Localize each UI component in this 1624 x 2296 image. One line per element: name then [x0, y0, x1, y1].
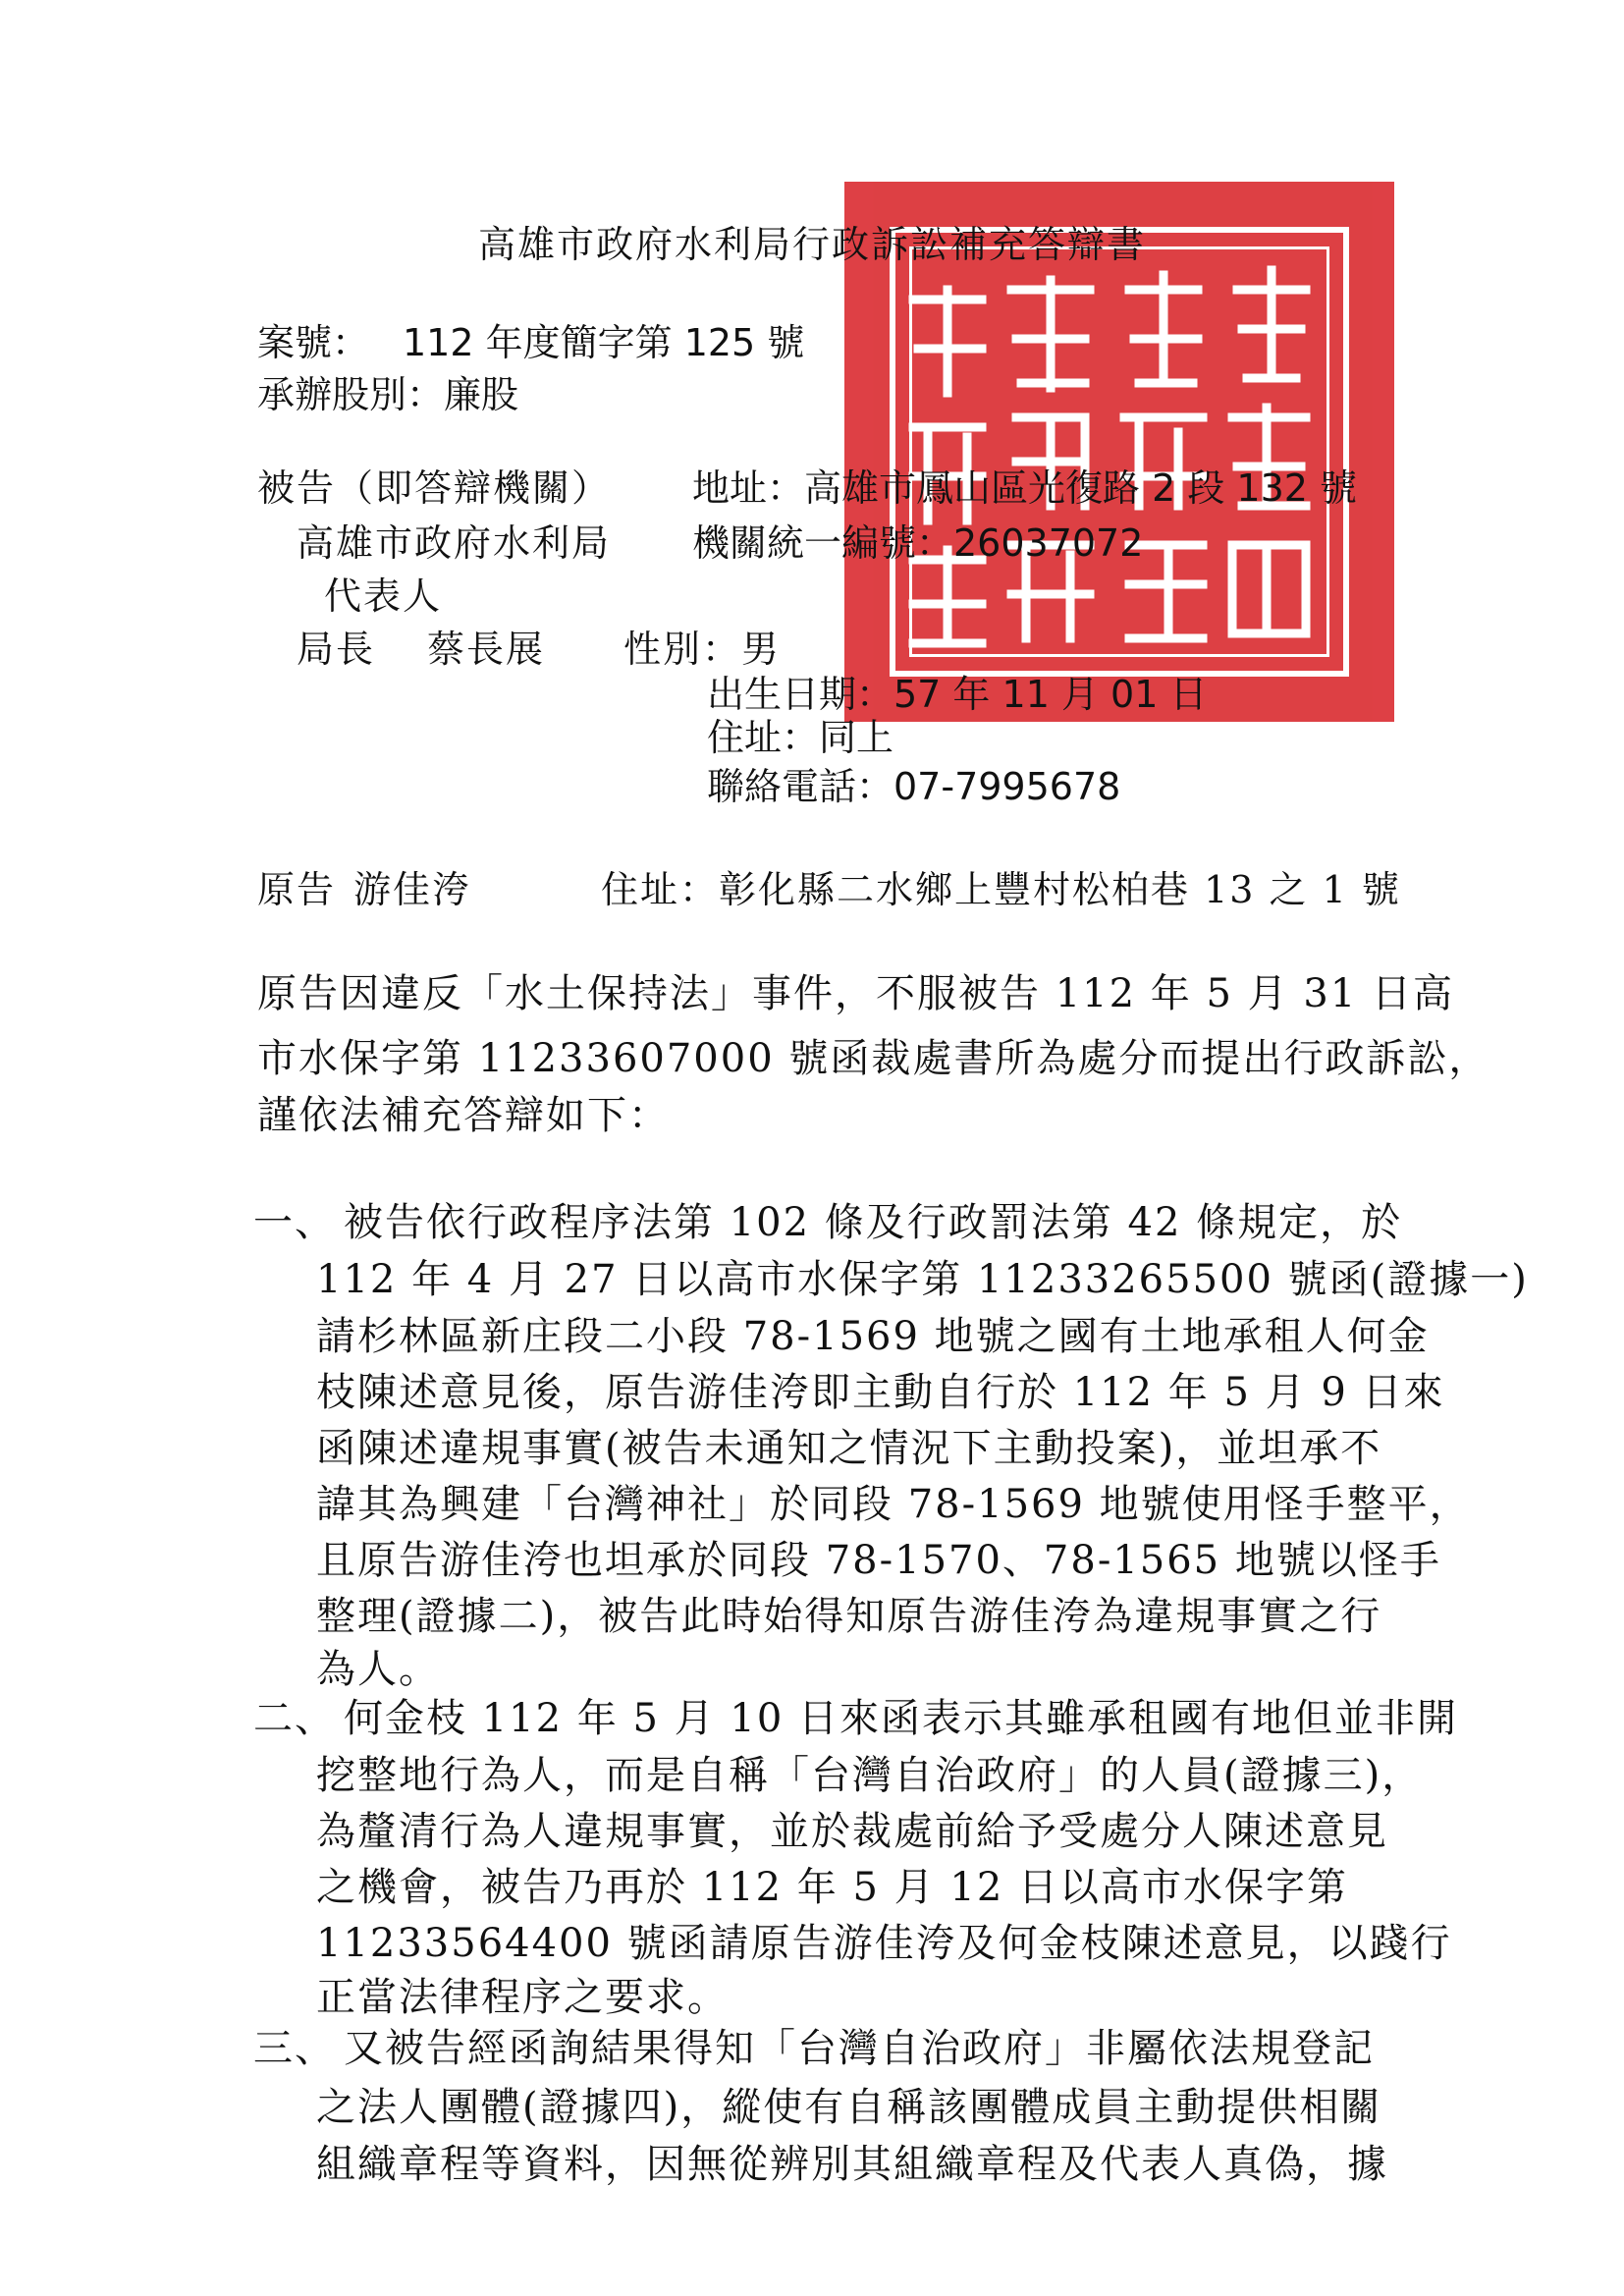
item-line: 之機會，被告乃再於 112 年 5 月 12 日以高市水保字第 — [316, 1865, 1348, 1910]
intro-line: 市水保字第 11233607000 號函裁處書所為處分而提出行政訴訟， — [257, 1036, 1490, 1081]
representative-name: 蔡長展 — [427, 628, 546, 671]
representative-title: 局長 — [297, 628, 376, 671]
item-line: 何金枝 112 年 5 月 10 日來函表示其雖承租國有地但並非開 — [344, 1696, 1458, 1741]
item-line: 請杉林區新庄段二小段 78-1569 地號之國有土地承租人何金 — [316, 1314, 1430, 1359]
division-value: 廉股 — [444, 373, 519, 416]
item-line: 挖整地行為人，而是自稱「台灣自治政府」的人員(證據三)， — [316, 1753, 1424, 1798]
representative-residence: 住址：同上 — [707, 716, 894, 759]
item-line: 且原告游佳洿也坦承於同段 78-1570、78-1565 地號以怪手 — [316, 1538, 1441, 1583]
plaintiff-address: 住址：彰化縣二水鄉上豐村松柏巷 13 之 1 號 — [601, 868, 1401, 911]
item-number: 三、 — [253, 2026, 336, 2071]
item-line: 又被告經函詢結果得知「台灣自治政府」非屬依法規登記 — [344, 2026, 1375, 2071]
item-line: 之法人團體(證據四)，縱使有自稱該團體成員主動提供相關 — [316, 2085, 1382, 2130]
representative-gender: 性別：男 — [623, 628, 782, 671]
case-label: 案號： — [257, 321, 370, 364]
intro-line: 謹依法補充答辯如下： — [257, 1093, 670, 1138]
item-number: 一、 — [253, 1200, 336, 1245]
defendant-name: 高雄市政府水利局 — [297, 521, 612, 565]
defendant-role: 被告（即答辯機關） — [257, 466, 612, 510]
representative-phone: 聯絡電話：07-7995678 — [707, 765, 1121, 808]
item-line: 整理(證據二)，被告此時始得知原告游佳洿為違規事實之行 — [316, 1594, 1382, 1639]
plaintiff-role: 原告 — [257, 868, 337, 911]
item-line: 11233564400 號函請原告游佳洿及何金枝陳述意見，以踐行 — [316, 1921, 1452, 1966]
item-line: 被告依行政程序法第 102 條及行政罰法第 42 條規定，於 — [344, 1200, 1403, 1245]
representative-label: 代表人 — [324, 574, 443, 618]
plaintiff-name: 游佳洿 — [353, 868, 472, 911]
item-line: 112 年 4 月 27 日以高市水保字第 11233265500 號函(證據一) — [316, 1257, 1529, 1302]
item-line: 為人。 — [316, 1647, 440, 1692]
intro-line: 原告因違反「水土保持法」事件，不服被告 112 年 5 月 31 日高 — [257, 971, 1454, 1016]
item-line: 正當法律程序之要求。 — [316, 1975, 729, 2020]
agency-id: 機關統一編號：26037072 — [692, 521, 1144, 565]
item-line: 枝陳述意見後，原告游佳洿即主動自行於 112 年 5 月 9 日來 — [316, 1370, 1445, 1415]
document-title: 高雄市政府水利局行政訴訟補充答辯書 — [477, 223, 1146, 266]
item-number: 二、 — [253, 1696, 336, 1741]
case-number: 112 年度簡字第 125 號 — [403, 321, 805, 364]
defendant-address: 地址：高雄市鳳山區光復路 2 段 132 號 — [692, 466, 1358, 510]
item-line: 組織章程等資料，因無從辨別其組織章程及代表人真偽，據 — [316, 2142, 1388, 2187]
item-line: 函陳述違規事實(被告未通知之情況下主動投案)，並坦承不 — [316, 1426, 1382, 1471]
item-line: 為釐清行為人違規事實，並於裁處前給予受處分人陳述意見 — [316, 1809, 1388, 1854]
item-line: 諱其為興建「台灣神社」於同段 78-1569 地號使用怪手整平， — [316, 1482, 1471, 1527]
representative-birth: 出生日期：57 年 11 月 01 日 — [707, 673, 1208, 716]
division-label: 承辦股別： — [257, 373, 445, 416]
